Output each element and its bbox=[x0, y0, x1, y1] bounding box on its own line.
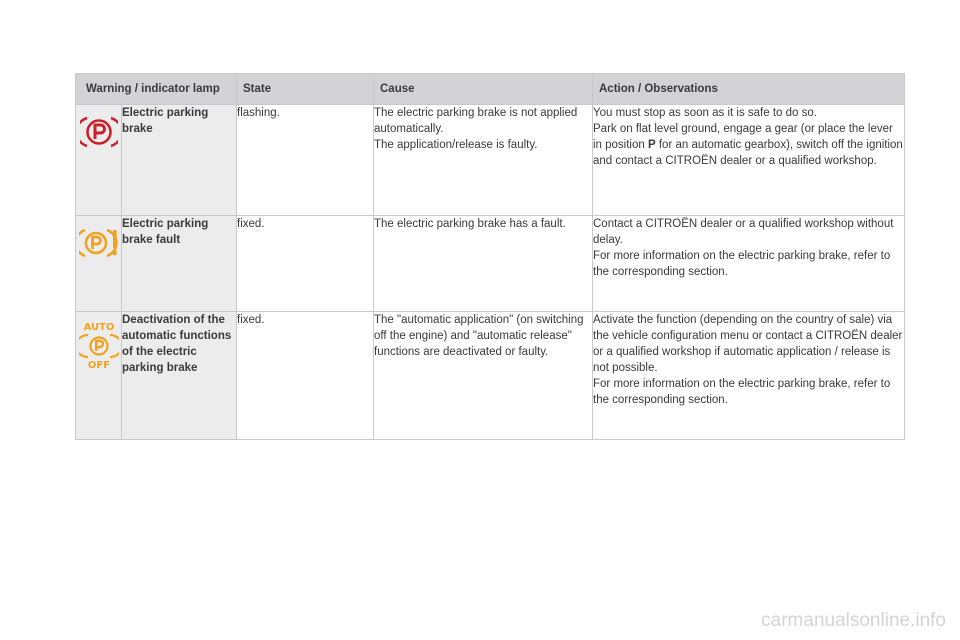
icon-text-auto: AUTO bbox=[83, 322, 114, 333]
action-text-part: for an automatic gearbox), switch off the ignition and contact a CITROËN dealer or a qualified workshop. bbox=[593, 139, 903, 167]
lamp-state: fixed. bbox=[237, 312, 374, 440]
lamp-icon-cell bbox=[76, 312, 122, 440]
lamp-action bbox=[593, 312, 905, 440]
table-row bbox=[76, 105, 905, 216]
header-lamp: Warning / indicator lamp bbox=[76, 74, 237, 105]
lamp-icon-cell bbox=[76, 105, 122, 216]
lamp-cause bbox=[374, 216, 593, 312]
table-row bbox=[76, 216, 905, 312]
site-watermark: carmanualsonline.info bbox=[761, 610, 946, 631]
action-text: You must stop as soon as it is safe to do so. bbox=[593, 107, 817, 119]
cause-text: The application/release is faulty. bbox=[374, 139, 538, 151]
parking-brake-red-icon bbox=[80, 115, 118, 149]
action-text: Activate the function (depending on the country of sale) via the vehicle configuration menu or contact a CITROËN dealer or a qualified workshop if automatic application / release is not possible. bbox=[593, 314, 903, 374]
header-state: State bbox=[237, 74, 374, 105]
lamp-name: Deactivation of the automatic functions of the electric parking brake bbox=[122, 312, 237, 440]
lamp-action bbox=[593, 105, 905, 216]
gear-position-label: P bbox=[647, 139, 656, 151]
lamp-cause bbox=[374, 105, 593, 216]
lamp-action bbox=[593, 216, 905, 312]
action-text: For more information on the electric parking brake, refer to the corresponding section. bbox=[593, 378, 891, 406]
table-row bbox=[76, 312, 905, 440]
action-text: For more information on the electric parking brake, refer to the corresponding section. bbox=[593, 250, 891, 278]
header-cause: Cause bbox=[374, 74, 593, 105]
cause-text: The electric parking brake has a fault. bbox=[374, 218, 566, 230]
warning-lamp-table bbox=[75, 73, 905, 440]
lamp-state: fixed. bbox=[237, 216, 374, 312]
parking-brake-fault-amber-icon bbox=[79, 226, 119, 260]
header-action: Action / Observations bbox=[593, 74, 905, 105]
cause-text: The electric parking brake is not applied automatically. bbox=[374, 107, 578, 135]
cause-text: The "automatic application" (on switching off the engine) and "automatic release" functions are deactivated or faulty. bbox=[374, 314, 584, 358]
lamp-state: flashing. bbox=[237, 105, 374, 216]
lamp-name: Electric parking brake fault bbox=[122, 216, 237, 312]
lamp-cause bbox=[374, 312, 593, 440]
action-text bbox=[593, 121, 904, 169]
lamp-name: Electric parking brake bbox=[122, 105, 237, 216]
action-text: Contact a CITROËN dealer or a qualified workshop without delay. bbox=[593, 218, 894, 246]
icon-text-off: OFF bbox=[87, 360, 110, 370]
table-header-row bbox=[76, 74, 905, 105]
action-text-part: Park on flat level ground, engage a gear (or place the lever in position bbox=[593, 123, 893, 151]
auto-parking-brake-off-amber-icon bbox=[79, 320, 119, 370]
lamp-icon-cell bbox=[76, 216, 122, 312]
